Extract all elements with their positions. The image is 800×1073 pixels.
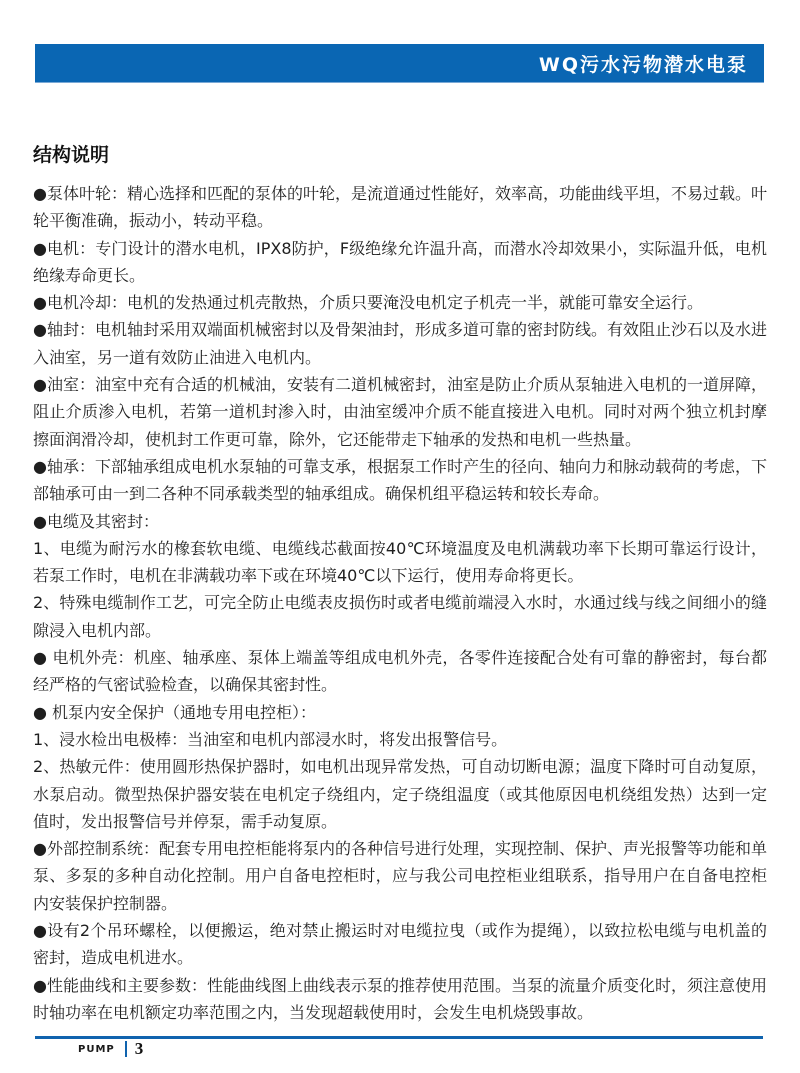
paragraph-motor-housing: ● 电机外壳：机座、轴承座、泵体上端盖等组成电机外壳，各零件连接配合处有可靠的静密封，每台都经严格的气密试验检查，以确保其密封性。 bbox=[33, 648, 767, 695]
paragraph-thermal-element: 2、热敏元件：使用圆形热保护器时，如电机出现异常发热，可自动切断电源；温度下降时可自动复原，水泵启动。微型热保护器安装在电机定子绕组内，定子绕组温度（或其他原因电机绕组发热）达到一定值时，发出报警信号并停泵，需手动复原。 bbox=[33, 757, 767, 831]
paragraph-safety-protection-heading: ● 机泵内安全保护（通地专用电控柜）： bbox=[33, 702, 317, 722]
paragraph-performance-curve: ●性能曲线和主要参数：性能曲线图上曲线表示泵的推荐使用范围。当泵的流量介质变化时，须注意使用时轴功率在电机额定功率范围之内，当发现超载使用时，会发生电机烧毁事故。 bbox=[33, 975, 767, 1022]
paragraph-cable-item-1: 1、电缆为耐污水的橡套软电缆、电缆线芯截面按40℃环境温度及电机满载功率下长期可靠运行设计，若泵工作时，电机在非满载功率下或在环境40℃以下运行，使用寿命将更长。 bbox=[33, 538, 767, 586]
header-banner bbox=[35, 44, 764, 83]
footer-separator bbox=[125, 1041, 127, 1057]
paragraph-lifting-bolts: ●设有2个吊环螺栓，以便搬运，绝对禁止搬运时对电缆拉曳（或作为提绳），以致拉松电缆与电机盖的密封，造成电机进水。 bbox=[33, 921, 767, 968]
paragraph-motor-cooling: ●电机冷却：电机的发热通过机壳散热，介质只要淹没电机定子机壳一半，就能可靠安全运行。 bbox=[33, 293, 703, 313]
main-content bbox=[33, 143, 767, 1026]
paragraph-cable-seal-heading: ●电缆及其密封： bbox=[33, 511, 159, 531]
footer-rule bbox=[35, 1036, 763, 1039]
paragraph-external-control: ●外部控制系统：配套专用电控柜能将泵内的各种信号进行处理，实现控制、保护、声光报警等功能和单泵、多泵的多种自动化控制。用户自备电控柜时，应与我公司电控柜业组联系，指导用户在自备电控柜内安装保护控制器。 bbox=[33, 839, 767, 913]
paragraph-cable-item-2: 2、特殊电缆制作工艺，可完全防止电缆表皮损伤时或者电缆前端浸入水时，水通过线与线之间细小的缝隙浸入电机内部。 bbox=[33, 593, 767, 640]
paragraph-water-detection: 1、浸水检出电极棒：当油室和电机内部浸水时，将发出报警信号。 bbox=[33, 729, 508, 749]
paragraph-shaft-seal: ●轴封：电机轴封采用双端面机械密封以及骨架油封，形成多道可靠的密封防线。有效阻止沙石以及水进入油室，另一道有效防止油进入电机内。 bbox=[33, 320, 767, 367]
paragraph-motor: ●电机：专门设计的潜水电机，IPX8防护，F级绝缘允许温升高，而潜水冷却效果小，实际温升低，电机绝缘寿命更长。 bbox=[33, 238, 767, 285]
paragraph-bearing: ●轴承：下部轴承组成电机水泵轴的可靠支承，根据泵工作时产生的径向、轴向力和脉动载荷的考虑，下部轴承可由一到二各种不同承载类型的轴承组成。确保机组平稳运转和较长寿命。 bbox=[33, 456, 767, 504]
header-banner-title: WQ污水污物潜水电泵 bbox=[538, 53, 748, 76]
footer-brand-label: PUMP bbox=[78, 1043, 115, 1055]
section-title: 结构说明 bbox=[33, 144, 110, 166]
paragraph-oil-chamber: ●油室：油室中充有合适的机械油，安装有二道机械密封，油室是防止介质从泵轴进入电机的一道屏障，阻止介质渗入电机，若第一道机封渗入时，由油室缓冲介质不能直接进入电机。同时对两个独立机封摩擦面润滑冷却，使机封工作更可靠，除外，它还能带走下轴承的发热和电机一些热量。 bbox=[33, 375, 767, 449]
paragraph-pump-impeller: ●泵体叶轮：精心选择和匹配的泵体的叶轮，是流道通过性能好，效率高，功能曲线平坦，不易过载。叶轮平衡准确，振动小，转动平稳。 bbox=[33, 184, 767, 231]
footer bbox=[78, 1040, 143, 1058]
footer-page-number: 3 bbox=[134, 1039, 144, 1058]
